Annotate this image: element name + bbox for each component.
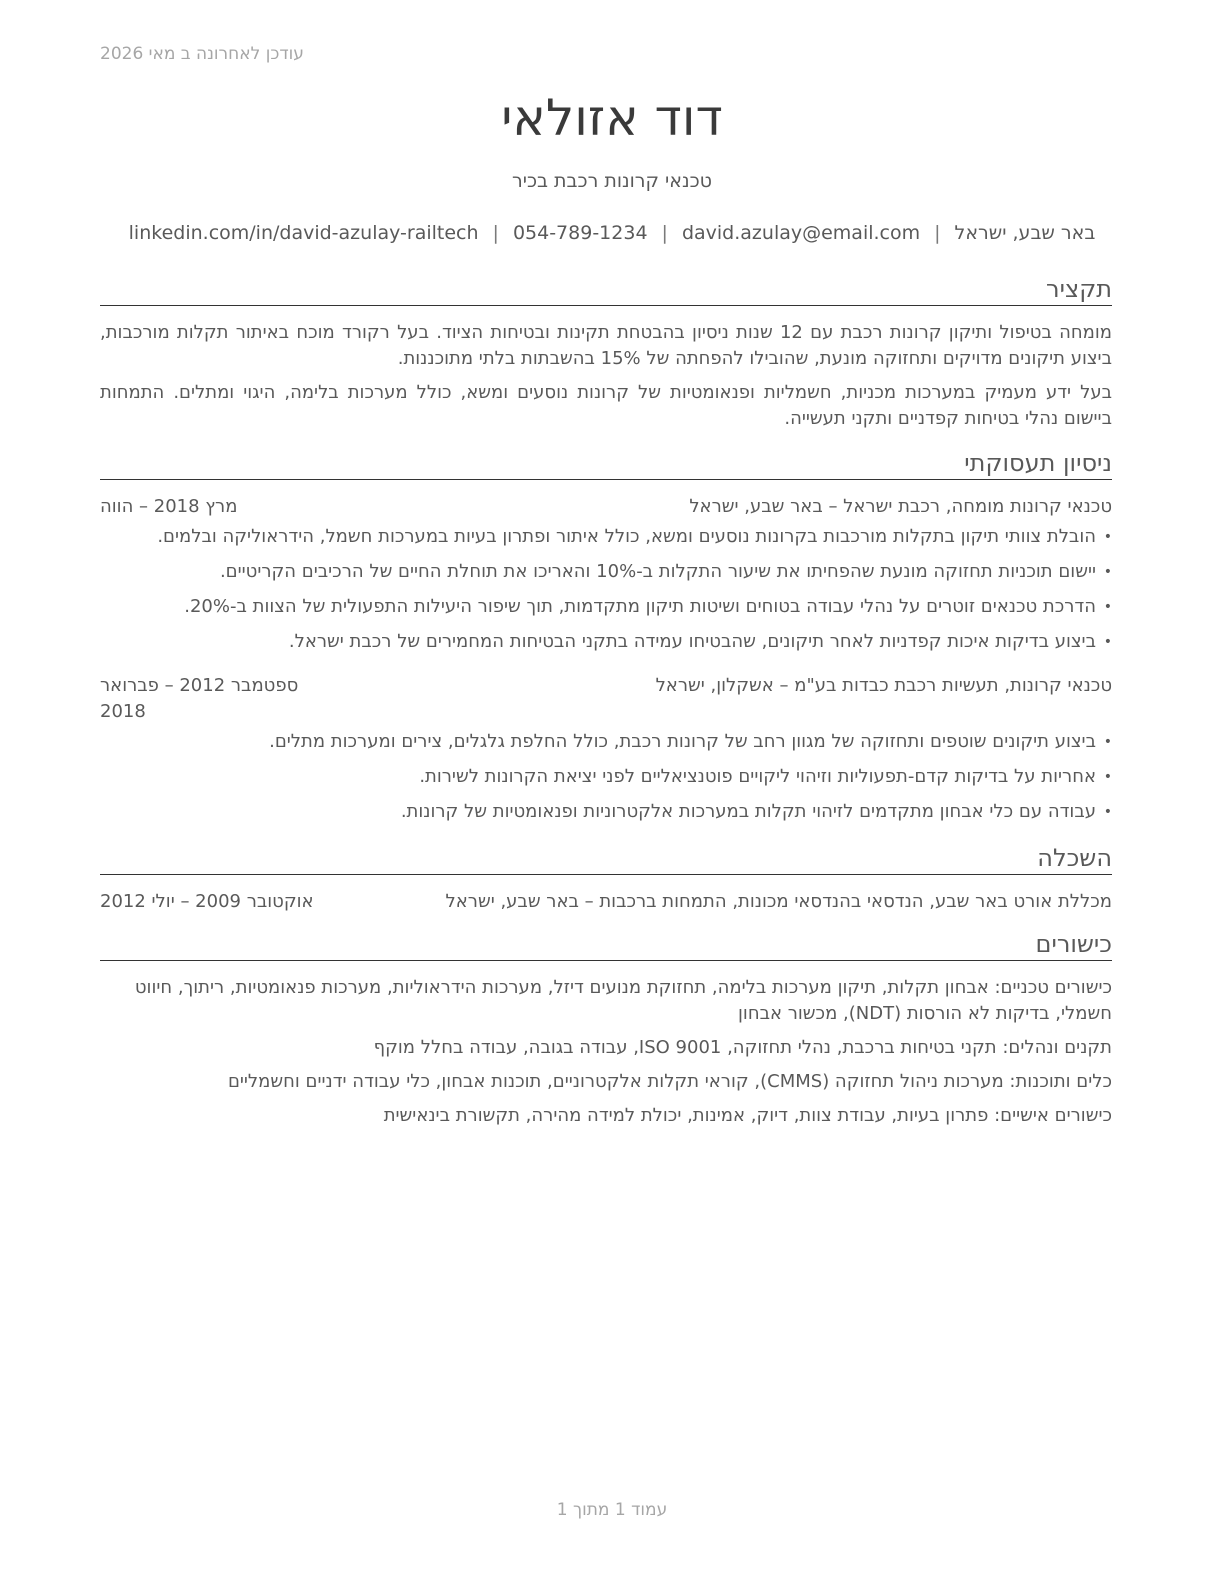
job-bullets: [100, 524, 1112, 655]
job-bullet: • ביצוע תיקונים שוטפים ותחזוקה של מגוון רחב של קרונות רכבת, כולל החלפת גלגלים, צירים ומערכות מתלים.: [100, 729, 1112, 755]
skill-line: תקנים ונהלים: תקני בטיחות ברכבת, נהלי תחזוקה, ISO 9001, עבודה בגובה, עבודה בחלל מוקף: [373, 1037, 1112, 1058]
contact-line: [0, 222, 1224, 244]
skill-line: כישורים אישיים: פתרון בעיות, עבודת צוות, דיוק, אמינות, יכולת למידה מהירה, תקשורת בינאישית: [383, 1105, 1112, 1126]
section-title-education: השכלה: [100, 843, 1112, 875]
job-bullet: • הובלת צוותי תיקון בתקלות מורכבות בקרונות נוסעים ומשא, כולל איתור ופתרון בעיות במערכות חשמל, הידראוליקה ובלמים.: [100, 524, 1112, 550]
candidate-name: דוד אזולאי: [501, 89, 723, 147]
job-entry: [100, 673, 1112, 825]
job-title-subtitle: טכנאי קרונות רכבת בכיר: [512, 170, 712, 192]
contact-separator: |: [492, 222, 499, 244]
job-header: [100, 494, 1112, 520]
section-title-experience: ניסיון תעסוקתי: [100, 448, 1112, 480]
education-title: מכללת אורט באר שבע, הנדסאי בהנדסאי מכונות, התמחות ברכבות – באר שבע, ישראל: [445, 891, 1112, 912]
page-number: עמוד 1 מתוך 1: [556, 1500, 668, 1520]
last-updated: עודכן לאחרונה ב מאי 2026: [100, 44, 304, 64]
experience-section: [100, 448, 1112, 825]
contact-email[interactable]: david.azulay@email.com: [681, 222, 921, 244]
section-title-summary: תקציר: [100, 274, 1112, 306]
resume-body: [100, 274, 1112, 1137]
contact-phone[interactable]: 054-789-1234: [512, 222, 648, 244]
job-bullets: [100, 729, 1112, 825]
education-section: [100, 843, 1112, 915]
job-title: טכנאי קרונות, תעשיות רכבת כבדות בע"מ – אשקלון, ישראל: [655, 675, 1112, 696]
section-title-skills: כישורים: [100, 929, 1112, 961]
education-date: אוקטובר 2009 – יולי 2012: [100, 891, 314, 912]
job-title: טכנאי קרונות מומחה, רכבת ישראל – באר שבע, ישראל: [689, 496, 1112, 517]
skill-line: כלים ותוכנות: מערכות ניהול תחזוקה (CMMS), קוראי תקלות אלקטרוניים, תוכנות אבחון, כלי עבודה ידניים וחשמליים: [227, 1071, 1112, 1092]
job-bullet: • אחריות על בדיקות קדם-תפעוליות וזיהוי ליקויים פוטנציאליים לפני יציאת הקרונות לשירות.: [100, 764, 1112, 790]
job-entry: [100, 494, 1112, 655]
job-date: מרץ 2018 – הווה: [100, 496, 238, 517]
job-date: ספטמבר 2012 – פברואר 2018: [100, 675, 299, 722]
job-header: [100, 673, 1112, 725]
summary-paragraph: מומחה בטיפול ותיקון קרונות רכבת עם 12 שנות ניסיון בהבטחת תקינות ובטיחות הציוד. בעל רקורד מוכח באיתור תקלות מורכבות, ביצוע תיקונים מדויקים ותחזוקה מונעת, שהובילו להפחתה של 15% בהשבתות בלתי מתוכננות.: [100, 322, 1112, 369]
summary-section: [100, 274, 1112, 432]
contact-separator: |: [661, 222, 668, 244]
skills-section: [100, 929, 1112, 1129]
education-entry: [100, 889, 1112, 915]
summary-paragraph: בעל ידע מעמיק במערכות מכניות, חשמליות ופנאומטיות של קרונות נוסעים ומשא, כולל מערכות בלימה, היגוי ומתלים. התמחות ביישום נהלי בטיחות קפדניים ותקני תעשייה.: [100, 382, 1112, 429]
contact-separator: |: [934, 222, 941, 244]
job-bullet: • ביצוע בדיקות איכות קפדניות לאחר תיקונים, שהבטיחו עמידה בתקני הבטיחות המחמירים של רכבת ישראל.: [100, 629, 1112, 655]
job-bullet: • יישום תוכניות תחזוקה מונעת שהפחיתו את שיעור התקלות ב-10% והאריכו את תוחלת החיים של הרכיבים הקריטיים.: [100, 559, 1112, 585]
skill-line: כישורים טכניים: אבחון תקלות, תיקון מערכות בלימה, תחזוקת מנועים דיזל, מערכות הידראוליות, מערכות פנאומטיות, ריתוך, חיווט חשמלי, בדיקות לא הורסות (NDT), מכשור אבחון: [134, 977, 1112, 1024]
job-bullet: • הדרכת טכנאים זוטרים על נהלי עבודה בטוחים ושיטות תיקון מתקדמות, תוך שיפור היעילות התפעולית של הצוות ב-20%.: [100, 594, 1112, 620]
job-bullet: • עבודה עם כלי אבחון מתקדמים לזיהוי תקלות במערכות אלקטרוניות ופנאומטיות של קרונות.: [100, 799, 1112, 825]
contact-location: באר שבע, ישראל: [954, 222, 1096, 244]
contact-linkedin[interactable]: linkedin.com/in/david-azulay-railtech: [128, 222, 479, 244]
